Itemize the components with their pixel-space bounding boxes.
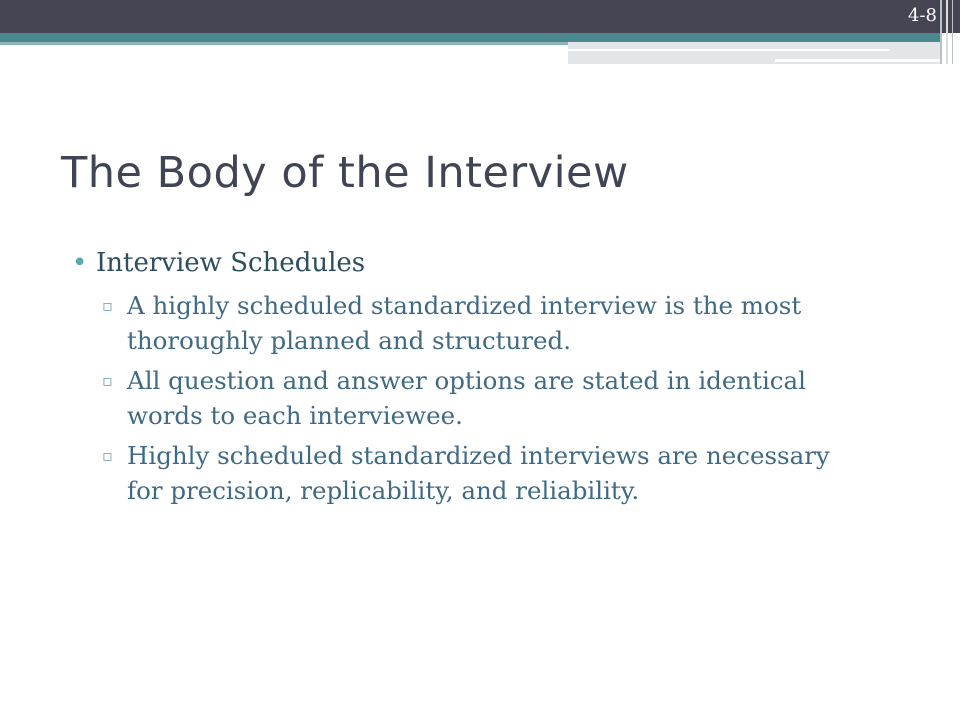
sub-bullet-text: A highly scheduled standardized interview is the most thoroughly planned and structured. [127, 291, 802, 355]
sub-bullet-text: All question and answer options are stated in identical words to each interviewee. [127, 366, 806, 430]
sub-bullet-item [72, 438, 872, 508]
bullet-item [72, 243, 872, 283]
vertical-line-decoration [952, 0, 953, 64]
square-bullet-icon: ▫ [102, 446, 113, 465]
vertical-line-decoration [946, 0, 948, 64]
slide-body [72, 243, 872, 508]
slide-title: The Body of the Interview [61, 148, 629, 198]
sub-bullet-text: Highly scheduled standardized interviews are necessary for precision, replicability, and reliability. [127, 441, 830, 505]
header-band [0, 0, 960, 33]
slide-number: 4-8 [908, 5, 937, 26]
sub-bullet-item [72, 363, 872, 433]
bullet-dot-icon: • [72, 248, 88, 278]
square-bullet-icon: ▫ [102, 371, 113, 390]
bullet-heading: Interview Schedules [96, 248, 366, 278]
square-bullet-icon: ▫ [102, 296, 113, 315]
vertical-line-decoration [940, 0, 942, 64]
header-line-decoration [568, 49, 890, 51]
header-line-decoration [775, 59, 940, 62]
accent-bar [0, 33, 940, 42]
accent-line [0, 42, 568, 45]
sub-bullet-item [72, 288, 872, 358]
